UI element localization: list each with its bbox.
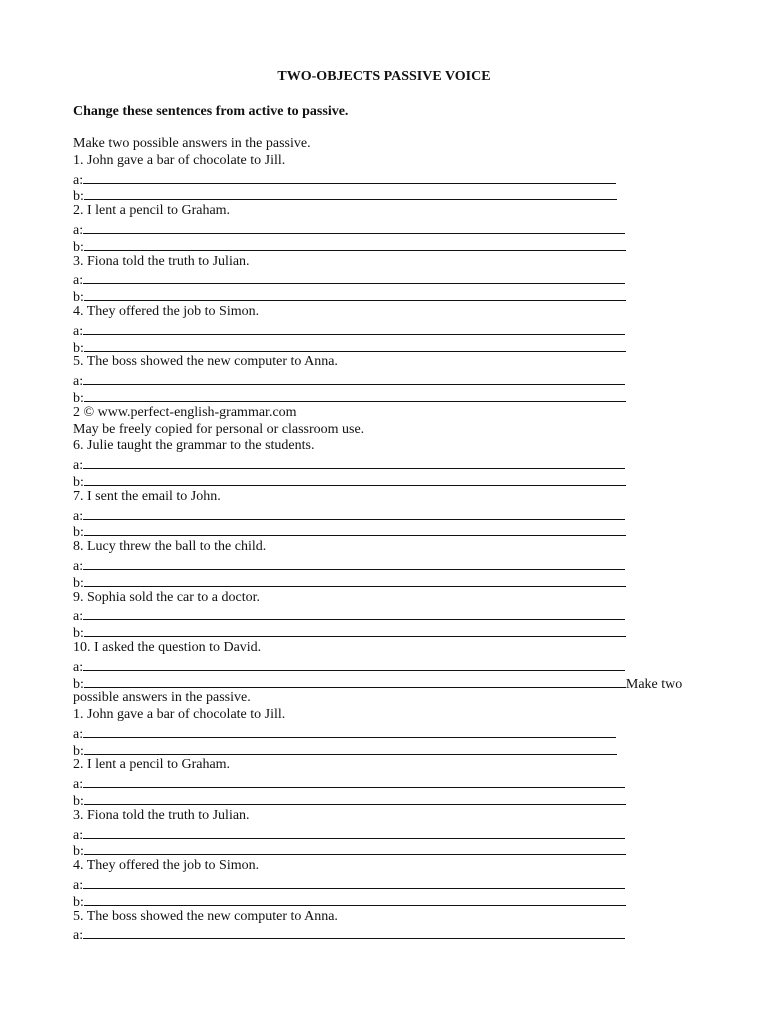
answer-a-row — [73, 925, 703, 942]
answer-b-label: b: — [73, 794, 84, 810]
wrapped-intro-start: Make two — [625, 676, 683, 692]
answer-blank[interactable] — [83, 657, 625, 671]
answer-a-row — [73, 321, 703, 338]
answer-b-row — [73, 472, 703, 489]
answer-a-label: a: — [73, 172, 84, 188]
answer-b-label: b: — [73, 844, 84, 860]
answer-a-row — [73, 657, 703, 674]
answer-a-label: a: — [73, 726, 84, 742]
answer-blank[interactable] — [84, 892, 626, 906]
question-4: 4. They offered the job to Simon. — [73, 303, 260, 319]
answer-b-row — [73, 237, 703, 254]
answer-b-row — [73, 791, 703, 808]
answer-b-row — [73, 287, 703, 304]
answer-a-row — [73, 606, 703, 623]
answer-blank[interactable] — [83, 875, 625, 889]
question-3: 3. Fiona told the truth to Julian. — [73, 253, 250, 269]
answer-blank[interactable] — [84, 388, 626, 402]
answer-b-row — [73, 388, 703, 405]
answer-blank[interactable] — [83, 170, 616, 184]
footer-copyright-note: May be freely copied for personal or classroom use. — [73, 421, 365, 437]
answer-blank[interactable] — [84, 841, 626, 855]
question-4-repeat: 4. They offered the job to Simon. — [73, 858, 260, 874]
answer-a-row — [73, 825, 703, 842]
question-10: 10. I asked the question to David. — [73, 639, 262, 655]
answer-a-label: a: — [73, 508, 84, 524]
answer-b-row — [73, 674, 703, 691]
answer-b-label: b: — [73, 626, 84, 642]
answer-b-label: b: — [73, 290, 84, 306]
answer-a-label: a: — [73, 928, 84, 944]
answer-b-row — [73, 573, 703, 590]
answer-a-row — [73, 556, 703, 573]
answer-blank[interactable] — [84, 338, 626, 352]
worksheet-body — [73, 136, 703, 942]
answer-b-label: b: — [73, 676, 84, 692]
answer-b-row — [73, 186, 703, 203]
answer-a-row — [73, 170, 703, 187]
answer-a-row — [73, 506, 703, 523]
answer-blank[interactable] — [84, 287, 626, 301]
answer-blank[interactable] — [84, 237, 626, 251]
answer-b-label: b: — [73, 474, 84, 490]
answer-a-row — [73, 724, 703, 741]
answer-b-row — [73, 741, 703, 758]
answer-b-row — [73, 841, 703, 858]
question-1-repeat: 1. John gave a bar of chocolate to Jill. — [73, 707, 286, 723]
answer-a-label: a: — [73, 827, 84, 843]
answer-a-label: a: — [73, 222, 84, 238]
answer-blank[interactable] — [84, 522, 626, 536]
intro-text: Make two possible answers in the passive. — [73, 136, 311, 151]
answer-a-label: a: — [73, 558, 84, 574]
answer-blank[interactable] — [84, 674, 626, 688]
answer-a-row — [73, 270, 703, 287]
wrapped-intro-continuation: possible answers in the passive. — [73, 690, 251, 706]
answer-blank[interactable] — [84, 741, 617, 755]
answer-a-label: a: — [73, 609, 84, 625]
answer-a-label: a: — [73, 374, 84, 390]
answer-b-row — [73, 623, 703, 640]
answer-b-row — [73, 892, 703, 909]
question-1: 1. John gave a bar of chocolate to Jill. — [73, 152, 286, 168]
answer-blank[interactable] — [83, 925, 625, 939]
answer-a-row — [73, 371, 703, 388]
worksheet-title: TWO-OBJECTS PASSIVE VOICE — [277, 69, 491, 84]
question-8: 8. Lucy threw the ball to the child. — [73, 539, 267, 555]
question-5-repeat: 5. The boss showed the new computer to Anna. — [73, 908, 338, 924]
question-5: 5. The boss showed the new computer to Anna. — [73, 354, 338, 370]
answer-blank[interactable] — [83, 270, 625, 284]
answer-blank[interactable] — [83, 220, 625, 234]
answer-blank[interactable] — [83, 321, 625, 335]
answer-b-label: b: — [73, 189, 84, 205]
answer-a-label: a: — [73, 458, 84, 474]
answer-a-label: a: — [73, 777, 84, 793]
answer-a-row — [73, 774, 703, 791]
footer-page-number: 2 © www.perfect-english-grammar.com — [73, 404, 297, 420]
answer-blank[interactable] — [84, 186, 617, 200]
answer-blank[interactable] — [83, 825, 625, 839]
answer-b-label: b: — [73, 575, 84, 591]
question-2: 2. I lent a pencil to Graham. — [73, 203, 231, 219]
answer-blank[interactable] — [84, 573, 626, 587]
answer-a-label: a: — [73, 659, 84, 675]
answer-b-label: b: — [73, 894, 84, 910]
answer-b-label: b: — [73, 239, 84, 255]
answer-blank[interactable] — [84, 623, 626, 637]
answer-blank[interactable] — [83, 606, 625, 620]
answer-a-row — [73, 220, 703, 237]
answer-a-label: a: — [73, 323, 84, 339]
answer-b-label: b: — [73, 743, 84, 759]
answer-b-label: b: — [73, 390, 84, 406]
question-3-repeat: 3. Fiona told the truth to Julian. — [73, 807, 250, 823]
question-6: 6. Julie taught the grammar to the students. — [73, 438, 315, 454]
question-2-repeat: 2. I lent a pencil to Graham. — [73, 757, 231, 773]
answer-blank[interactable] — [83, 724, 616, 738]
answer-a-row — [73, 875, 703, 892]
question-7: 7. I sent the email to John. — [73, 488, 221, 504]
answer-blank[interactable] — [83, 506, 625, 520]
answer-a-label: a: — [73, 273, 84, 289]
answer-blank[interactable] — [84, 472, 626, 486]
answer-blank[interactable] — [83, 371, 625, 385]
answer-b-label: b: — [73, 340, 84, 356]
answer-blank[interactable] — [83, 774, 625, 788]
answer-blank[interactable] — [83, 556, 625, 570]
answer-a-row — [73, 455, 703, 472]
worksheet-instruction: Change these sentences from active to passive. — [73, 104, 349, 119]
question-9: 9. Sophia sold the car to a doctor. — [73, 589, 261, 605]
answer-blank[interactable] — [84, 791, 626, 805]
answer-b-row — [73, 522, 703, 539]
answer-a-label: a: — [73, 878, 84, 894]
answer-b-label: b: — [73, 525, 84, 541]
answer-blank[interactable] — [83, 455, 625, 469]
answer-b-row — [73, 338, 703, 355]
